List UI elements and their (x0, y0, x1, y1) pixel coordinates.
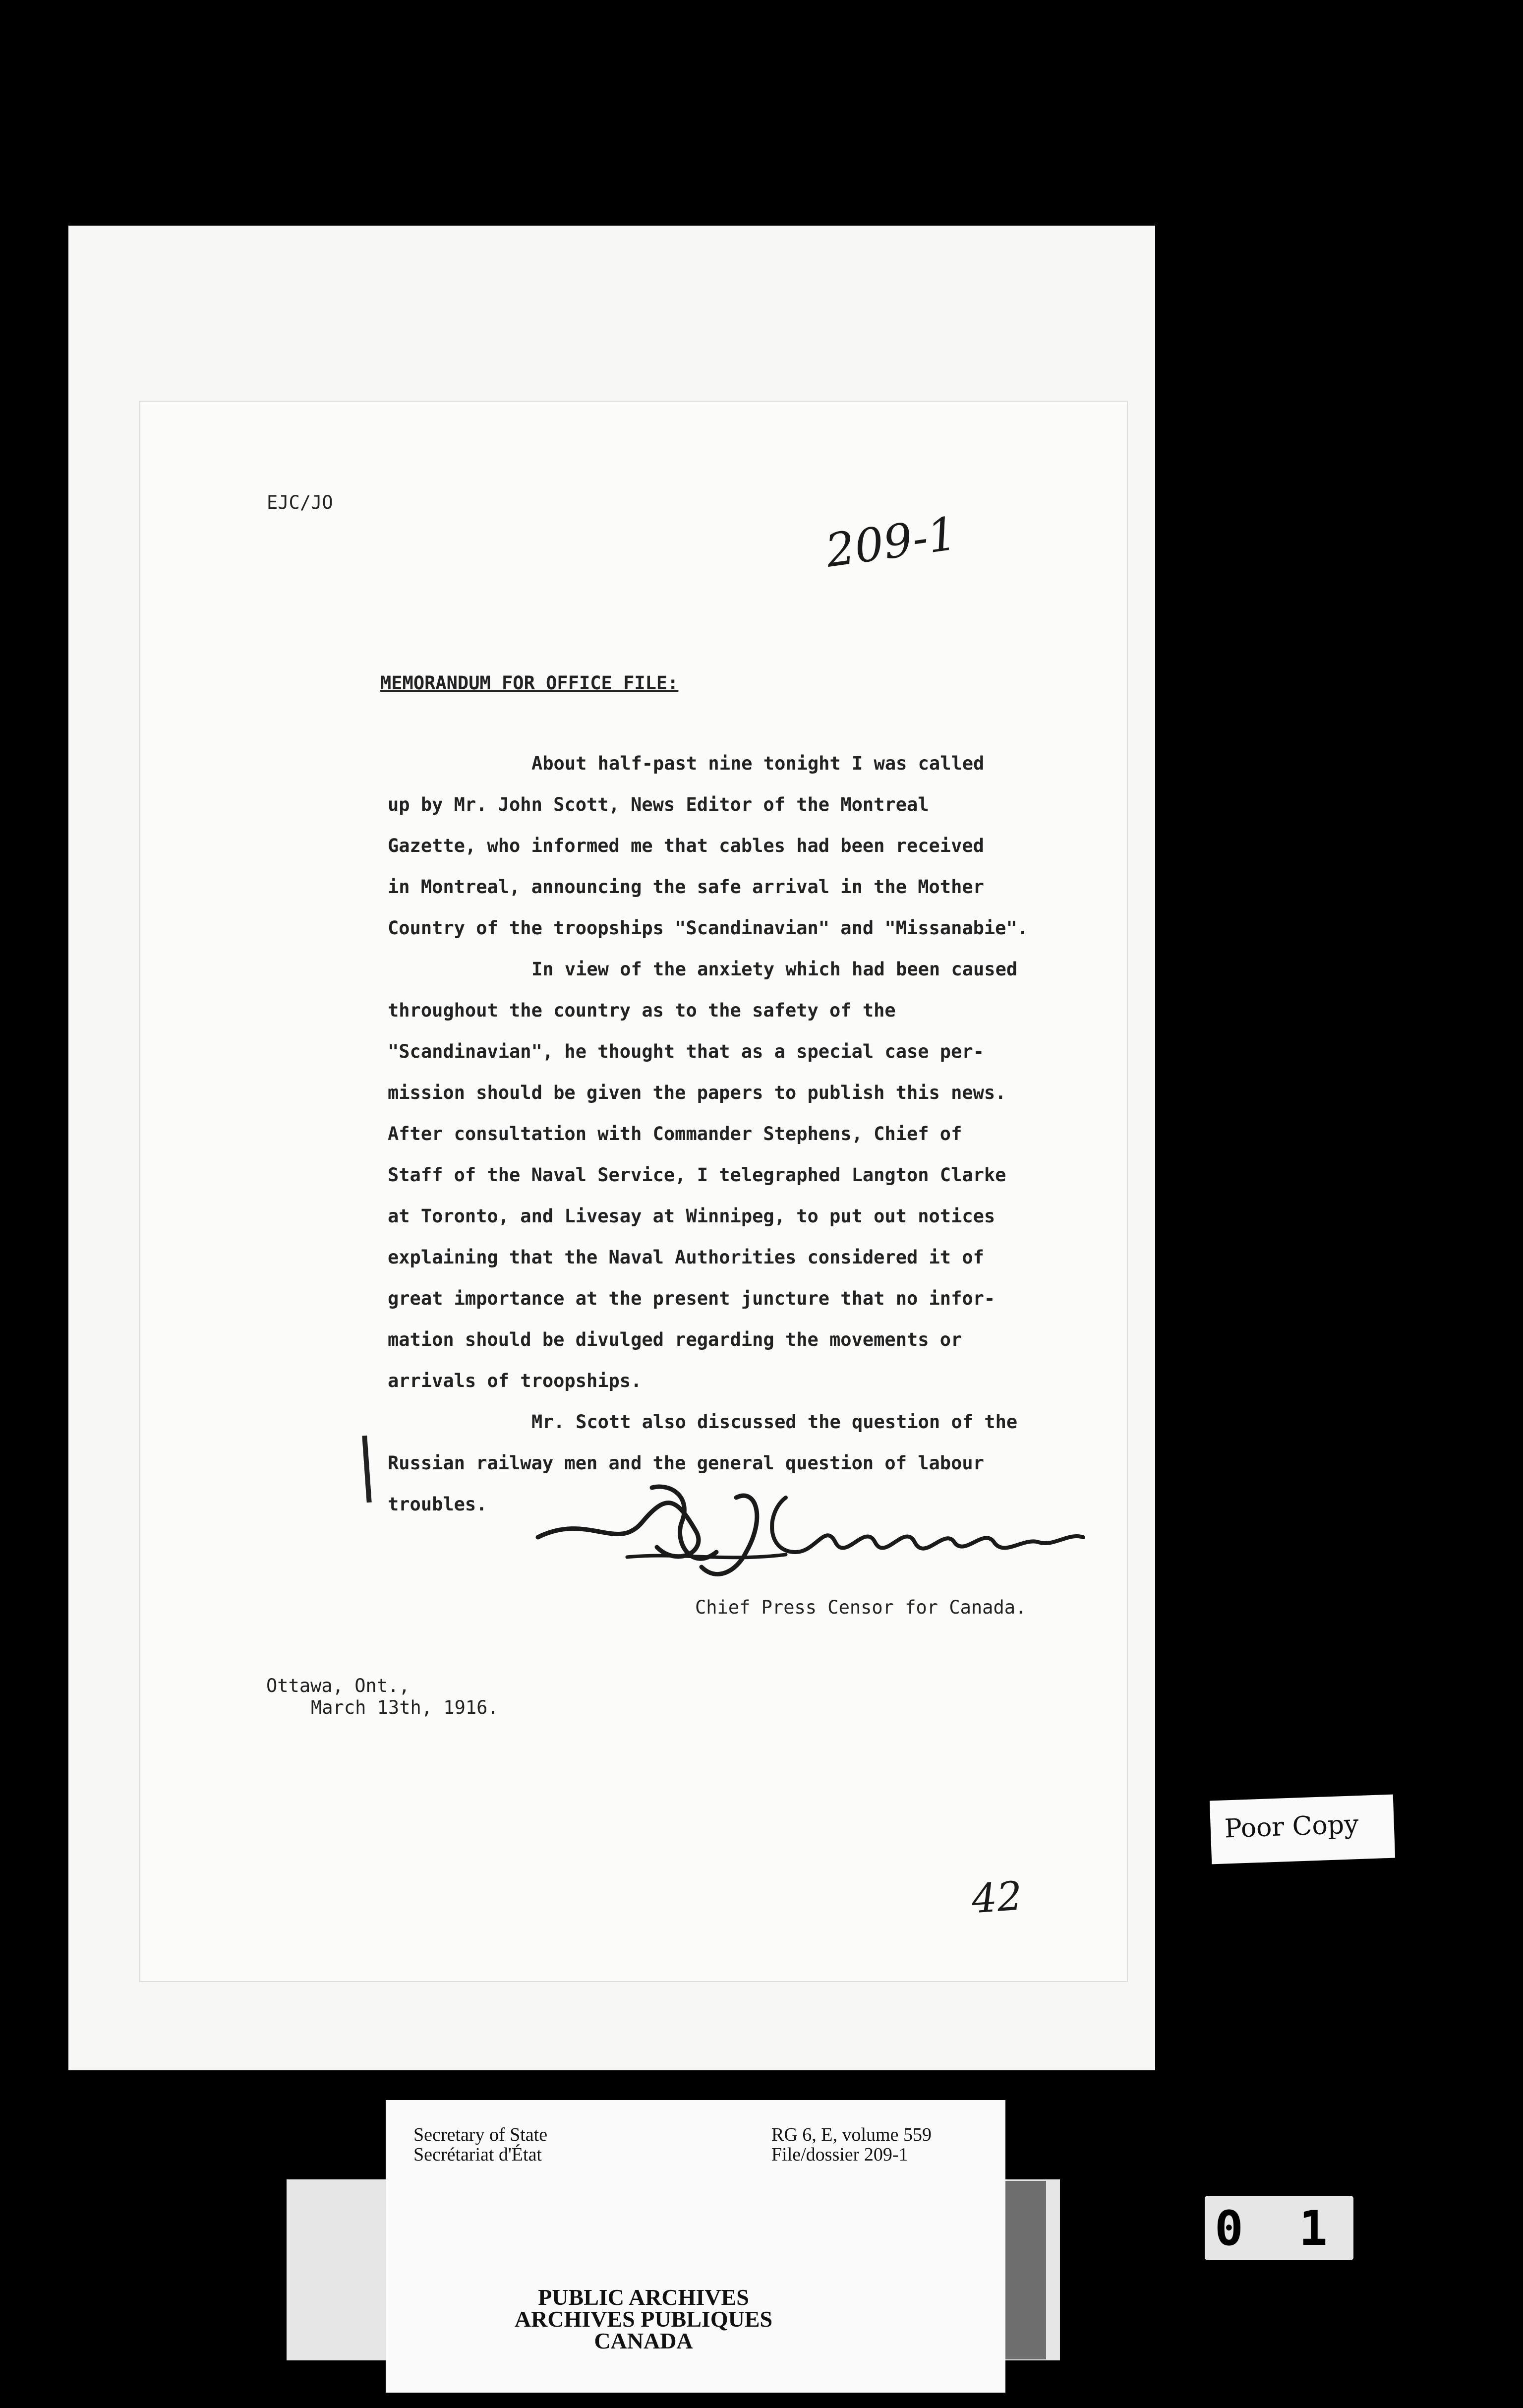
department-names (413, 2125, 547, 2165)
memo-line: throughout the country as to the safety of the (388, 1000, 896, 1021)
memo-line: Mr. Scott also discussed the question of the (531, 1411, 1018, 1433)
reference-initials: EJC/JO (267, 492, 333, 513)
memo-line: Staff of the Naval Service, I telegraphed Langton Clarke (388, 1164, 1006, 1186)
memo-line: explaining that the Naval Authorities considered it of (388, 1247, 984, 1268)
signer-title: Chief Press Censor for Canada. (695, 1597, 1027, 1618)
file-number-handwritten: 209-1 (822, 507, 960, 578)
place: Ottawa, Ont., (266, 1675, 410, 1696)
poor-copy-label (1210, 1795, 1395, 1865)
archives-name (386, 2287, 901, 2352)
record-volume: RG 6, E, volume 559 (771, 2124, 932, 2145)
memo-line: About half-past nine tonight I was called (531, 753, 985, 774)
frame-counter-digit: 1 (1299, 2201, 1328, 2256)
archive-reference-label (386, 2100, 1005, 2269)
date: March 13th, 1916. (311, 1697, 499, 1718)
archives-line-country: CANADA (594, 2328, 693, 2353)
memo-line: "Scandinavian", he thought that as a special case per- (388, 1041, 984, 1062)
place-date (266, 1675, 499, 1719)
frame-counter-digit: 0 (1215, 2201, 1243, 2256)
department-fr: Secrétariat d'État (413, 2144, 542, 2165)
memo-line: Russian railway men and the general question of labour (388, 1452, 984, 1474)
memo-line: mation should be divulged regarding the movements or (388, 1329, 962, 1350)
memo-line: After consultation with Commander Stephens, Chief of (388, 1123, 962, 1144)
record-reference (771, 2125, 932, 2165)
memo-line: mission should be given the papers to publish this news. (388, 1082, 1006, 1103)
memo-line: up by Mr. John Scott, News Editor of the Montreal (388, 794, 929, 815)
department-en: Secretary of State (413, 2124, 548, 2145)
frame-counter (1205, 2196, 1353, 2260)
memo-line: great importance at the present juncture that no infor- (388, 1288, 996, 1309)
archives-line-en: PUBLIC ARCHIVES (538, 2285, 749, 2310)
archives-line-fr: ARCHIVES PUBLIQUES (514, 2306, 773, 2332)
memo-heading: MEMORANDUM FOR OFFICE FILE: (380, 672, 679, 694)
poor-copy-text: Poor Copy (1224, 1809, 1359, 1844)
memo-line: at Toronto, and Livesay at Winnipeg, to put out notices (388, 1205, 996, 1227)
handwritten-signature (528, 1468, 1098, 1597)
memo-line: arrivals of troopships. (388, 1370, 642, 1391)
memo-line: troubles. (388, 1494, 487, 1515)
record-file: File/dossier 209-1 (771, 2144, 908, 2165)
page-number-handwritten: 42 (970, 1872, 1024, 1923)
memo-line: Gazette, who informed me that cables had been received (388, 835, 984, 856)
memo-line: in Montreal, announcing the safe arrival in the Mother (388, 876, 984, 898)
memo-line: Country of the troopships "Scandinavian" and "Missanabie". (388, 917, 1029, 939)
memo-body (388, 743, 1028, 1525)
memo-line: In view of the anxiety which had been caused (531, 959, 1018, 980)
archives-name-label (386, 2269, 1005, 2393)
